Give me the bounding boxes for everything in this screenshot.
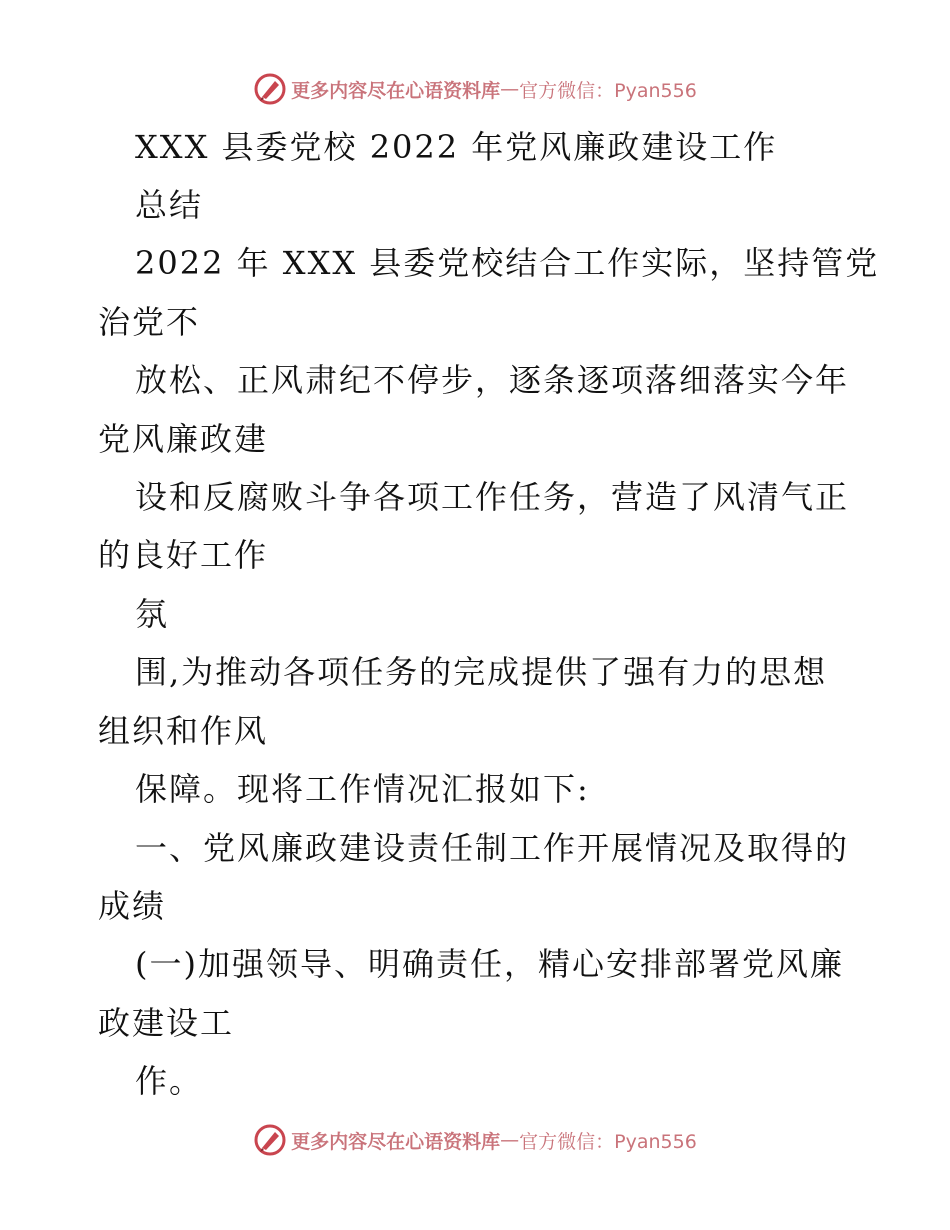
doc-paragraph-line: 的良好工作 [98,536,269,574]
doc-paragraph-line: 党风廉政建 [98,420,269,458]
doc-subsection-heading-line: (一)加强领导、明确责任，精心安排部署党风廉 [135,945,844,983]
doc-title-line-2: 总结 [135,186,204,224]
doc-paragraph-line: 保障。现将工作情况汇报如下: [135,770,590,808]
doc-paragraph-line: 2022 年 XXX 县委党校结合工作实际，坚持管党 [135,244,880,282]
watermark-separator: — [500,1129,520,1151]
doc-paragraph-line: 围,为推动各项任务的完成提供了强有力的思想 [135,653,828,691]
doc-subsection-heading-line: 政建设工 [98,1004,235,1042]
doc-paragraph-line: 氛 [135,595,170,633]
watermark-separator: — [500,78,520,100]
doc-subsection-heading-line: 作。 [135,1062,204,1100]
doc-title-line-1: XXX 县委党校 2022 年党风廉政建设工作 [135,128,778,166]
doc-paragraph-line: 放松、正风肃纪不停步，逐条逐项落细落实今年 [135,361,850,399]
pen-seal-icon [253,1123,287,1157]
doc-paragraph-line: 设和反腐败斗争各项工作任务，营造了风清气正 [135,478,850,516]
watermark-main-text: 更多内容尽在心语资料库 [291,1130,501,1153]
watermark-main-text: 更多内容尽在心语资料库 [291,79,501,102]
doc-section-heading-line: 一、党风廉政建设责任制工作开展情况及取得的 [135,829,850,867]
watermark-side-text: 官方微信：Pyan556 [519,79,697,102]
doc-section-heading-line: 成绩 [98,887,167,925]
watermark-side-text: 官方微信：Pyan556 [519,1130,697,1153]
doc-paragraph-line: 组织和作风 [98,712,269,750]
footer-watermark [0,1122,950,1158]
doc-paragraph-line: 治党不 [98,303,201,341]
